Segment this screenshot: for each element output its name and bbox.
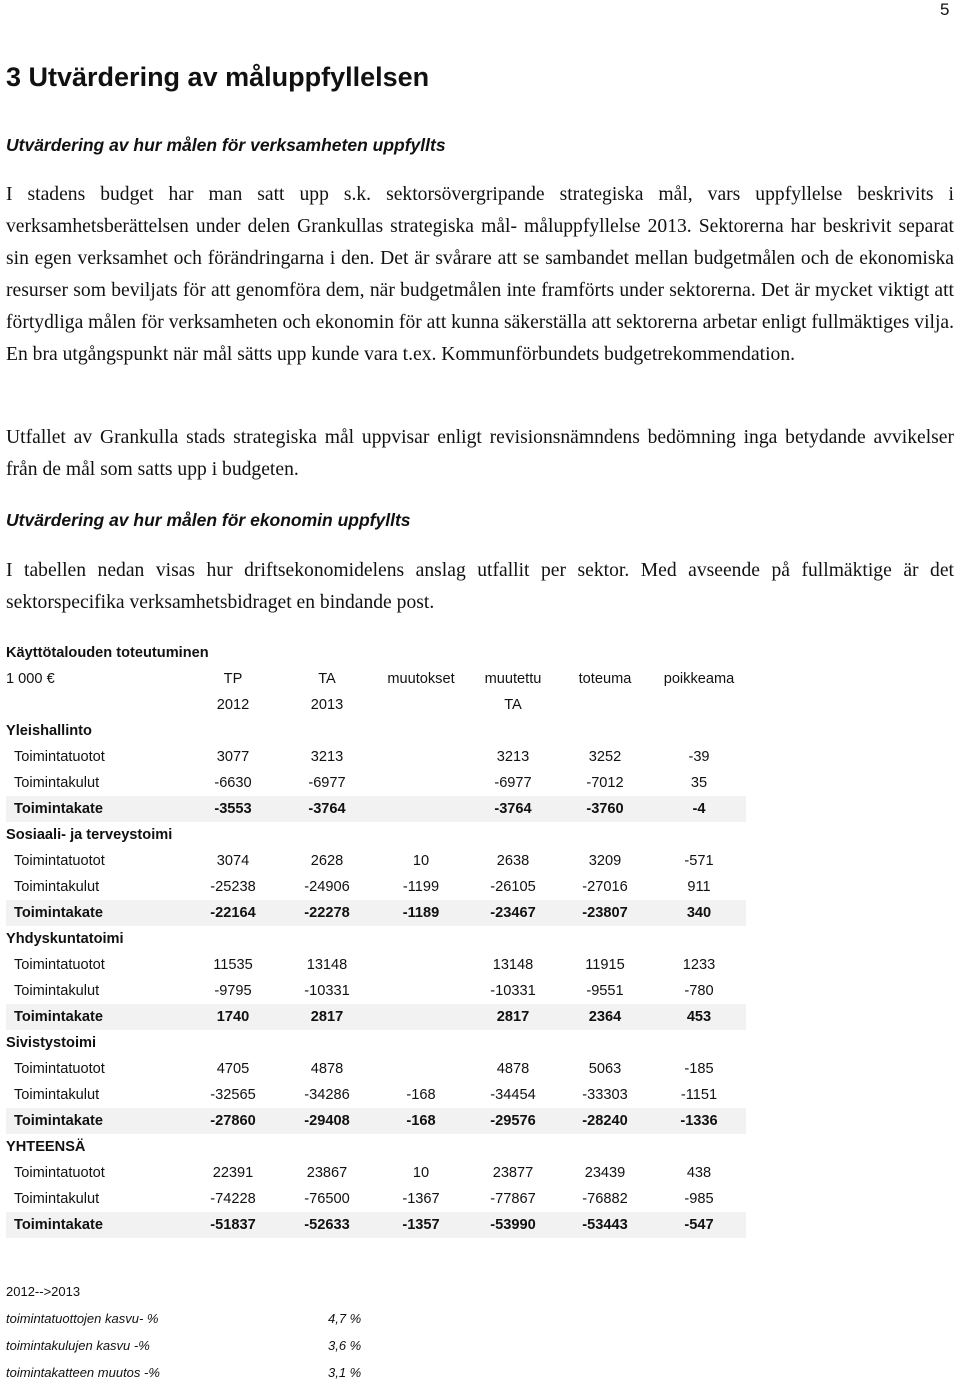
growth-label: toimintakulujen kasvu -% xyxy=(6,1338,150,1353)
table-cell: -985 xyxy=(684,1191,714,1207)
paragraph-strategiska-mal: I stadens budget har man satt upp s.k. sektorsövergripande strategiska mål, vars uppfyllelse beskrivits i verksamhetsberättelsen under delen Grankullas strategiska mål- måluppfyllelse 2013. Sektorerna har beskrivit separat sin egen verksamhet och förändringarna i den. Det är svårare att se sambandet mellan budgetmålen och de ekonomiska resurser som beviljats för att genomföra dem, när budgetmålen inte framförts under sektorerna. Det är mycket viktigt att förtydliga målen för verksamheten och ekonomin för att kunna säkerställa att sektorerna arbetar enligt fullmäktiges vilja. En bra utgångspunkt när mål sätts upp kunde vara t.ex. Kommunförbundets budgetrekommendation. xyxy=(6,184,954,365)
table-cell: -26105 xyxy=(490,879,536,895)
table-row xyxy=(6,1160,746,1186)
row-label: Toimintatuotot xyxy=(14,957,105,973)
table-cell: 3077 xyxy=(216,749,250,765)
table-cell: -10331 xyxy=(490,983,536,999)
table-cell: -25238 xyxy=(210,879,256,895)
table-row xyxy=(6,1186,746,1212)
table-cell: -168 xyxy=(406,1087,436,1103)
table-cell: -52633 xyxy=(280,1212,374,1238)
table-cell: -22278 xyxy=(280,900,374,926)
table-cell: -76882 xyxy=(582,1191,628,1207)
table-cell: 35 xyxy=(690,775,708,791)
table-cell: 3213 xyxy=(496,749,530,765)
table-cell: 340 xyxy=(652,900,746,926)
growth-row xyxy=(6,1332,406,1359)
growth-value: 4,7 % xyxy=(328,1311,362,1326)
header-cell: 2012 xyxy=(216,697,250,713)
group-name: Yhdyskuntatoimi xyxy=(6,931,124,947)
table-cell: -29576 xyxy=(468,1108,558,1134)
growth-label: toimintatuottojen kasvu- % xyxy=(6,1311,159,1326)
table-row xyxy=(6,1082,746,1108)
table-cell: -3764 xyxy=(280,796,374,822)
table-cell: 4878 xyxy=(310,1061,344,1077)
table-cell: -32565 xyxy=(210,1087,256,1103)
table-cell: 4878 xyxy=(496,1061,530,1077)
table-cell: 1233 xyxy=(682,957,716,973)
header-cell: muutokset xyxy=(387,671,455,687)
table-title-row xyxy=(6,640,746,666)
paragraph-utfallet: Utfallet av Grankulla stads strategiska mål uppvisar enligt revisionsnämndens bedömning inga betydande avvikelser från de mål som satts upp i budgeten. xyxy=(6,427,954,480)
table-cell: -9795 xyxy=(214,983,252,999)
table-cell: 23867 xyxy=(306,1165,348,1181)
table-cell: 3209 xyxy=(588,853,622,869)
table-cell: 2638 xyxy=(496,853,530,869)
paragraph-tabell-intro: I tabellen nedan visas hur driftsekonomidelens anslag utfallit per sektor. Med avseende på fullmäktige är det sektorspecifika verksamhetsbidraget en bindande post. xyxy=(6,560,954,613)
table-cell: 23439 xyxy=(584,1165,626,1181)
row-label: Toimintakate xyxy=(6,1004,186,1030)
table-cell: 3074 xyxy=(216,853,250,869)
table-row xyxy=(6,978,746,1004)
table-cell xyxy=(374,744,468,770)
header-cell: poikkeama xyxy=(663,671,735,687)
table-cell: -571 xyxy=(684,853,714,869)
table-cell: -27860 xyxy=(186,1108,280,1134)
growth-value: 3,6 % xyxy=(328,1338,362,1353)
table-cell: 11535 xyxy=(213,957,253,973)
table-cell: -780 xyxy=(684,983,714,999)
table-cell: 4705 xyxy=(216,1061,250,1077)
group-name: Yleishallinto xyxy=(6,723,92,739)
table-cell: 3213 xyxy=(310,749,344,765)
table-cell xyxy=(374,796,468,822)
table-cell: -77867 xyxy=(490,1191,536,1207)
table-cell: 10 xyxy=(412,1165,430,1181)
table-header-row xyxy=(6,666,746,692)
table-cell: -39 xyxy=(688,749,710,765)
row-label: Toimintatuotot xyxy=(14,1061,105,1077)
table-row xyxy=(6,770,746,796)
table-row xyxy=(6,796,746,822)
table-row xyxy=(6,1004,746,1030)
table-cell: -76500 xyxy=(304,1191,350,1207)
table-cell: -168 xyxy=(374,1108,468,1134)
table-title: Käyttötalouden toteutuminen xyxy=(6,645,209,661)
table-header-row-2 xyxy=(6,692,746,718)
header-cell: TA xyxy=(504,697,522,713)
table-cell: 2817 xyxy=(280,1004,374,1030)
section-title-ekonomi: Utvärdering av hur målen för ekonomin uppfyllts xyxy=(6,510,411,530)
table-cell: 23877 xyxy=(492,1165,534,1181)
growth-row xyxy=(6,1359,406,1386)
table-cell: -3553 xyxy=(186,796,280,822)
table-cell: -1357 xyxy=(374,1212,468,1238)
table-cell: 911 xyxy=(687,879,711,895)
table-cell: -547 xyxy=(652,1212,746,1238)
table-cell: -1336 xyxy=(652,1108,746,1134)
table-cell: 453 xyxy=(652,1004,746,1030)
table-cell: -53990 xyxy=(468,1212,558,1238)
table-cell: -6630 xyxy=(214,775,252,791)
table-cell: -28240 xyxy=(558,1108,652,1134)
table-group-row xyxy=(6,926,746,952)
table-row xyxy=(6,1056,746,1082)
row-label: Toimintakulut xyxy=(14,1087,100,1103)
row-label: Toimintakate xyxy=(6,1212,186,1238)
row-label: Toimintakate xyxy=(6,1108,186,1134)
table-group-row xyxy=(6,1134,746,1160)
table-cell: 1740 xyxy=(186,1004,280,1030)
table-row xyxy=(6,900,746,926)
row-label: Toimintakate xyxy=(6,796,186,822)
header-cell: TP xyxy=(223,671,243,687)
table-cell: 10 xyxy=(412,853,430,869)
table-cell: -53443 xyxy=(558,1212,652,1238)
table-cell: -6977 xyxy=(308,775,346,791)
group-name: Sosiaali- ja terveystoimi xyxy=(6,827,173,843)
table-cell: -1189 xyxy=(374,900,468,926)
table-cell: -4 xyxy=(652,796,746,822)
budget-table xyxy=(6,640,746,1238)
table-cell: 3252 xyxy=(588,749,622,765)
header-cell xyxy=(374,692,468,718)
table-group-row xyxy=(6,718,746,744)
growth-label: toimintakatteen muutos -% xyxy=(6,1365,160,1380)
table-cell: -3760 xyxy=(558,796,652,822)
growth-summary xyxy=(6,1278,406,1386)
table-group-row xyxy=(6,822,746,848)
table-cell: -6977 xyxy=(494,775,532,791)
table-cell: -23467 xyxy=(468,900,558,926)
row-label: Toimintakulut xyxy=(14,983,100,999)
table-cell: -74228 xyxy=(210,1191,256,1207)
table-cell: 13148 xyxy=(306,957,348,973)
table-row xyxy=(6,848,746,874)
row-label: Toimintakate xyxy=(6,900,186,926)
table-cell: 2817 xyxy=(468,1004,558,1030)
section-title-verksamhet: Utvärdering av hur målen för verksamheten uppfyllts xyxy=(6,135,446,155)
table-row xyxy=(6,1212,746,1238)
header-cell: 2013 xyxy=(310,697,344,713)
row-label: Toimintakulut xyxy=(14,1191,100,1207)
table-cell: 438 xyxy=(686,1165,712,1181)
table-cell: -7012 xyxy=(586,775,624,791)
growth-period: 2012-->2013 xyxy=(6,1284,81,1299)
table-cell xyxy=(374,978,468,1004)
row-label: Toimintakulut xyxy=(14,879,100,895)
table-row xyxy=(6,1108,746,1134)
header-cell xyxy=(558,692,652,718)
table-cell: -185 xyxy=(684,1061,714,1077)
table-cell xyxy=(374,1004,468,1030)
table-cell: -23807 xyxy=(558,900,652,926)
table-cell: 2364 xyxy=(558,1004,652,1030)
table-cell: -27016 xyxy=(582,879,628,895)
page-title: 3 Utvärdering av måluppfyllelsen xyxy=(6,62,430,92)
header-cell: toteuma xyxy=(578,671,632,687)
table-cell: -33303 xyxy=(582,1087,628,1103)
table-cell: -1151 xyxy=(680,1087,718,1103)
table-cell: 11915 xyxy=(585,957,625,973)
table-cell: -24906 xyxy=(304,879,350,895)
table-cell: -10331 xyxy=(304,983,350,999)
header-cell: muutettu xyxy=(484,671,542,687)
group-name: YHTEENSÄ xyxy=(6,1139,86,1155)
growth-value: 3,1 % xyxy=(328,1365,362,1380)
table-row xyxy=(6,874,746,900)
table-cell: -34286 xyxy=(304,1087,350,1103)
table-cell xyxy=(374,952,468,978)
group-name: Sivistystoimi xyxy=(6,1035,97,1051)
table-group-row xyxy=(6,1030,746,1056)
table-cell: -3764 xyxy=(468,796,558,822)
unit-label: 1 000 € xyxy=(6,671,55,687)
budget-table-body xyxy=(6,640,746,1238)
table-cell xyxy=(374,1056,468,1082)
table-row xyxy=(6,744,746,770)
table-cell xyxy=(374,770,468,796)
table-cell: -29408 xyxy=(280,1108,374,1134)
row-label: Toimintakulut xyxy=(14,775,100,791)
table-cell: -34454 xyxy=(490,1087,536,1103)
table-cell: 13148 xyxy=(492,957,534,973)
row-label: Toimintatuotot xyxy=(14,1165,105,1181)
table-cell: -51837 xyxy=(186,1212,280,1238)
row-label: Toimintatuotot xyxy=(14,853,105,869)
table-row xyxy=(6,952,746,978)
header-cell xyxy=(652,692,746,718)
table-cell: 5063 xyxy=(588,1061,622,1077)
table-cell: -1199 xyxy=(402,879,440,895)
table-cell: -1367 xyxy=(402,1191,440,1207)
growth-period-row xyxy=(6,1278,406,1305)
table-cell: -22164 xyxy=(186,900,280,926)
header-cell: TA xyxy=(318,671,336,687)
table-cell: 22391 xyxy=(212,1165,254,1181)
table-cell: 2628 xyxy=(310,853,344,869)
growth-row xyxy=(6,1305,406,1332)
row-label: Toimintatuotot xyxy=(14,749,105,765)
table-cell: -9551 xyxy=(586,983,624,999)
page-number: 5 xyxy=(940,0,950,19)
